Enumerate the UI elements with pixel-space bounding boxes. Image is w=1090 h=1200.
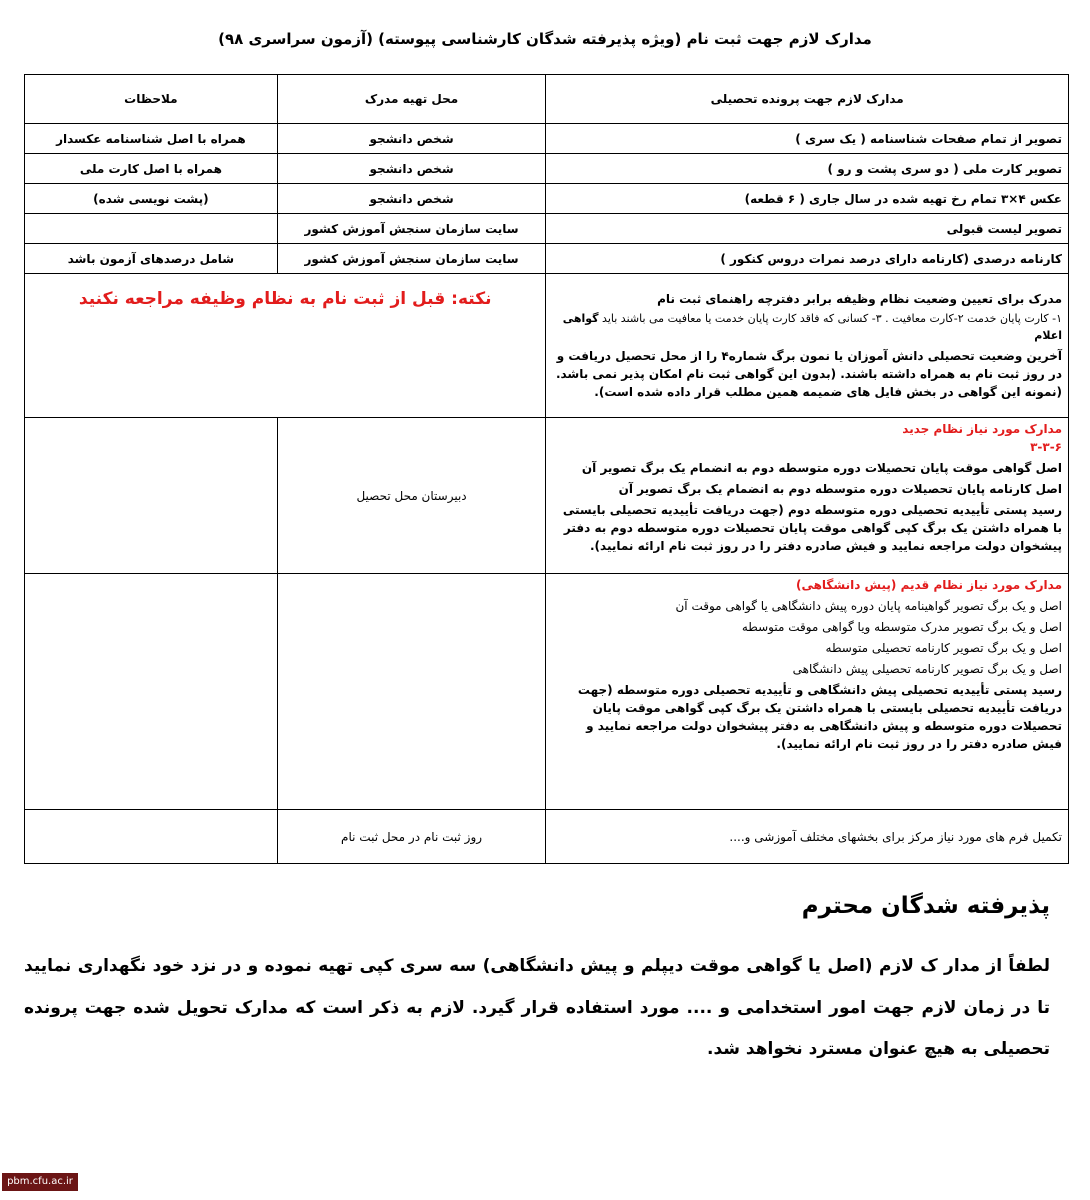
military-note: نکته: قبل از ثبت نام به نظام وظیفه مراجعه نکنید [78,289,492,309]
table-row [25,154,1069,184]
old-system-note [25,574,278,810]
forms-note [25,810,278,864]
header-docs: مدارک لازم جهت پرونده تحصیلی [546,75,1069,124]
new-system-title: مدارک مورد نیاز نظام جدید [902,422,1062,436]
site-badge: pbm.cfu.ac.ir [2,1173,78,1191]
forms-doc: تکمیل فرم های مورد نیاز مرکز برای بخشهای مختلف آموزشی و.... [546,810,1069,864]
header-place: محل تهیه مدرک [277,75,546,124]
new-system-row [25,418,1069,574]
row-doc: تصویر کارت ملی ( دو سری پشت و رو ) [546,154,1069,184]
table-header-row [25,75,1069,124]
old-system-line: اصل و یک برگ تصویر کارنامه تحصیلی پیش دانشگاهی [792,662,1062,676]
footer-text: لطفاً از مدار ک لازم (اصل یا گواهی موقت دیپلم و پیش دانشگاهی) سه سری کپی تهیه نموده و در نزد خود نگهداری نمایید تا در زمان لازم جهت امور استخدامی و .... مورد استفاده قرار گیرد. لازم به ذکر است که مدارک تحویل شده جهت پرونده تحصیلی به هیچ عنوان مسترد نخواهد شد. [24,956,1050,1060]
military-line2 [552,311,1062,344]
row-doc: کارنامه درصدی (کارنامه دارای درصد نمرات دروس کنکور ) [546,244,1069,274]
old-system-cell [546,574,1069,810]
row-place: سایت سازمان سنجش آموزش کشور [277,214,546,244]
table-row [25,214,1069,244]
row-note: همراه با اصل شناسنامه عکسدار [25,124,278,154]
documents-table [24,74,1069,864]
table-row [25,184,1069,214]
header-notes: ملاحظات [25,75,278,124]
forms-place: روز ثبت نام در محل ثبت نام [277,810,546,864]
new-system-line: اصل گواهی موقت پایان تحصیلات دوره متوسطه دوم به انضمام یک برگ تصویر آن [581,461,1062,475]
military-line3: آخرین وضعیت تحصیلی دانش آموزان یا نمون برگ شماره۴ را از محل تحصیل دریافت و در روز ثبت نام به همراه داشته باشند. (بدون این گواهی ثبت نام امکان پذیر نمی باشد. (نمونه این گواهی در بخش فایل های ضمیمه همین مطلب قرار داده شده است). [555,349,1062,399]
old-system-title: مدارک مورد نیاز نظام قدیم (پیش دانشگاهی) [795,578,1062,592]
row-place: سایت سازمان سنجش آموزش کشور [277,244,546,274]
old-system-line: اصل و یک برگ تصویر کارنامه تحصیلی متوسطه [825,641,1062,655]
table-row [25,244,1069,274]
new-system-line: اصل کارنامه پایان تحصیلات دوره متوسطه دوم به انضمام یک برگ تصویر آن [618,482,1062,496]
new-system-cell [546,418,1069,574]
new-system-place: دبیرستان محل تحصیل [277,418,546,574]
forms-row [25,810,1069,864]
row-note [25,214,278,244]
row-doc: تصویر لیست قبولی [546,214,1069,244]
military-line1: مدرک برای تعیین وضعیت نظام وظیفه برابر دفترچه راهنمای ثبت نام [657,292,1062,306]
military-line2-plain: ۱- کارت پایان خدمت ۲-کارت معافیت . ۳- کسانی که فاقد کارت پایان خدمت یا معافیت می باشند باید [602,312,1062,325]
old-system-row [25,574,1069,810]
old-system-line: اصل و یک برگ تصویر گواهینامه پایان دوره پیش دانشگاهی یا گواهی موقت آن [675,599,1062,613]
military-cell [546,274,1069,418]
military-row [25,274,1069,418]
row-place: شخص دانشجو [277,124,546,154]
military-line2-bold: گواهی اعلام [562,312,1062,342]
table-row [25,124,1069,154]
military-note-cell [25,274,546,418]
row-note: (پشت نویسی شده) [25,184,278,214]
row-doc: عکس ۴×۳ تمام رخ تهیه شده در سال جاری ( ۶ قطعه) [546,184,1069,214]
new-system-line: رسید پستی تأییدیه تحصیلی دوره متوسطه دوم (جهت دریافت تأییدیه تحصیلی بایستی با همراه داشتن یک برگ کپی گواهی موقت پایان تحصیلات دوره متوسطه دوم به دفتر پیشخوان دولت مراجعه نمایید و فیش صادره دفتر را در روز ثبت نام ارائه نمایید). [562,503,1062,553]
new-system-note [25,418,278,574]
new-system-subtitle: ۳-۳-۶ [1030,440,1062,454]
page-title: مدارک لازم جهت ثبت نام (ویژه پذیرفته شدگان کارشناسی پیوسته) (آزمون سراسری ۹۸) [218,30,872,48]
row-place: شخص دانشجو [277,154,546,184]
old-system-para: رسید پستی تأییدیه تحصیلی پیش دانشگاهی و تأییدیه تحصیلی دوره متوسطه (جهت دریافت تأییدیه تحصیلی بایستی با همراه داشتن یک برگ کپی گواهی موقت پایان تحصیلات دوره متوسطه و پیش دانشگاهی به دفتر پیشخوان دولت مراجعه نمایید و فیش صادره دفتر را در روز ثبت نام ارائه نمایید). [577,683,1062,751]
row-note: همراه با اصل کارت ملی [25,154,278,184]
old-system-line: اصل و یک برگ تصویر مدرک متوسطه ویا گواهی موقت متوسطه [741,620,1062,634]
row-note: شامل درصدهای آزمون باشد [25,244,278,274]
footer-title: پذیرفته شدگان محترم [801,893,1050,919]
old-system-place [277,574,546,810]
row-place: شخص دانشجو [277,184,546,214]
row-doc: تصویر از تمام صفحات شناسنامه ( یک سری ) [546,124,1069,154]
